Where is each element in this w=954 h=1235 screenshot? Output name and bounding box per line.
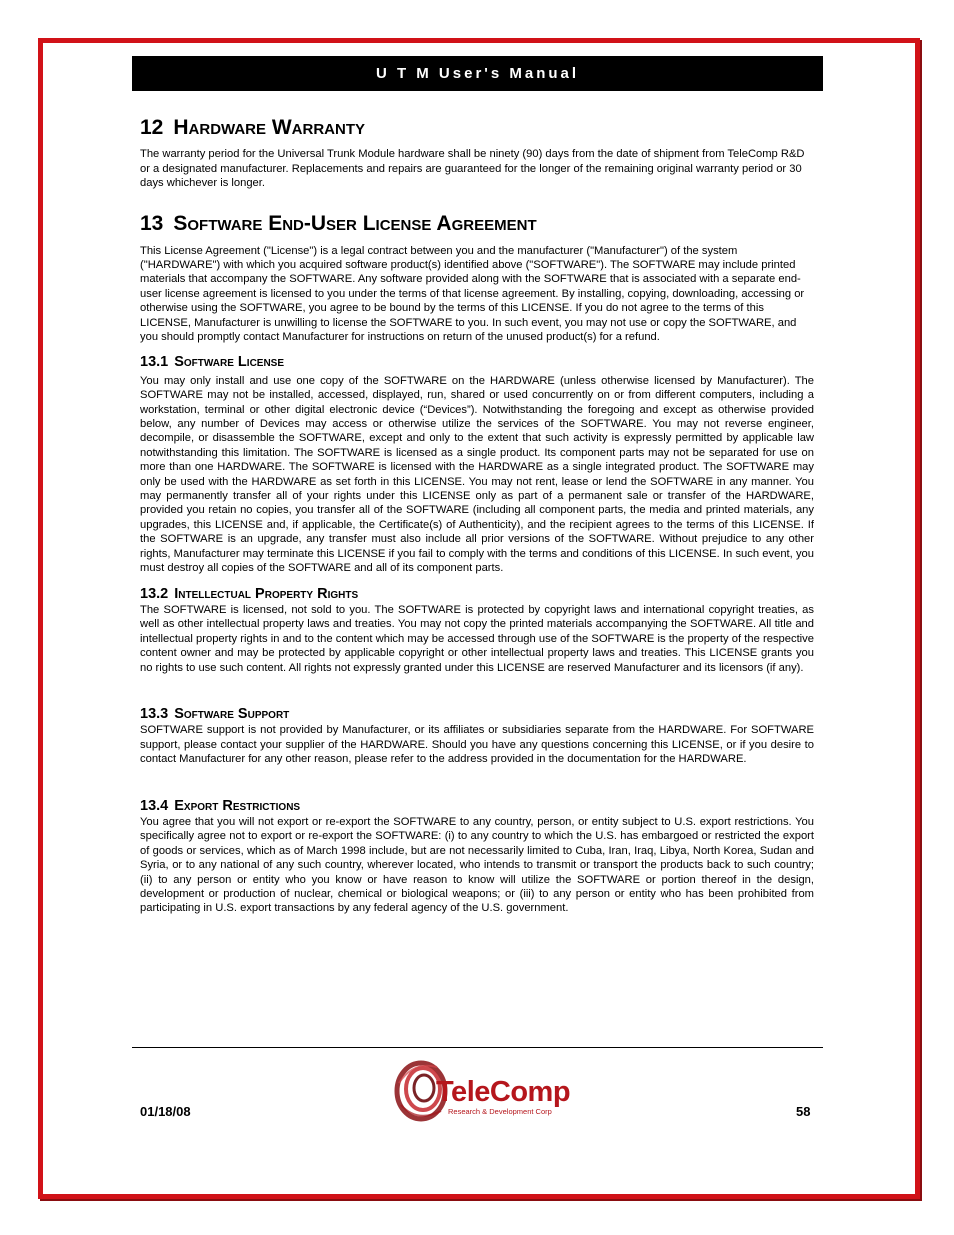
footer-divider <box>132 1047 823 1048</box>
section-13-3-heading: 13.3 Software Support <box>140 705 290 722</box>
section-13-1-heading: 13.1 Software License <box>140 354 285 371</box>
manual-header <box>132 56 823 91</box>
section-12-body: The warranty period for the Universal Trunk Module hardware shall be ninety (90) days from the date of shipment from TeleComp R&D or a designated manufacturer. Replacements and repairs are guaranteed for the longer of the remaining original warranty period or 30 days whichever is longer. <box>140 148 805 189</box>
section-13-heading: 13 Software End-User License Agreement <box>140 212 537 236</box>
section-13-4-body: You agree that you will not export or re-export the SOFTWARE to any country, person, or entity subject to U.S. export restrictions. You specifically agree not to export or re-export the SOFTWARE: (i) to any country to which the U.S. has embargoed or restricted the export of goods or services, which as of March 1998 include, but are not necessarily limited to Cuba, Iran, Iraq, Libya, North Korea, Sudan and Syria, or to any national of any such country, wherever located, who intends to transmit or transport the products back to such country; (ii) to any person or entity who you know or have reason to know will utilize the SOFTWARE or portion thereof in the design, development or production of nuclear, chemical or biological weapons; or (iii) to any person or entity who has been prohibited from participating in U.S. export transactions by any federal agency of the U.S. government. <box>140 815 814 915</box>
section-13-3-body: SOFTWARE support is not provided by Manufacturer, or its affiliates or subsidiaries separate from the HARDWARE. For SOFTWARE support, please contact your supplier of the HARDWARE. Should you have any questions concerning this LICENSE, or if you desire to contact Manufacturer for any other reason, please refer to the address provided in the documentation for the HARDWARE. <box>140 724 814 766</box>
section-13-2-body: The SOFTWARE is licensed, not sold to you. The SOFTWARE is protected by copyright laws and international copyright treaties, as well as other intellectual property laws and treaties. You may not copy the printed materials accompanying the SOFTWARE. All title and intellectual property rights in and to the content which may be accessed through use of the SOFTWARE is the property of the respective content owner and may be protected by applicable copyright or other intellectual property laws and treaties. This LICENSE grants you no rights to use such content. All rights not expressly granted under this LICENSE are reserved Manufacturer and its licensors (if any). <box>140 603 814 674</box>
section-13-1-body: You may only install and use one copy of the SOFTWARE on the HARDWARE (unless otherwise licensed by Manufacturer). The SOFTWARE may not be installed, accessed, displayed, run, shared or used concurrently on or from different computers, including a workstation, terminal or other digital electronic device (“Devices”). Notwithstanding the foregoing and except as otherwise provided below, any number of Devices may access or otherwise utilize the services of the SOFTWARE. You may not reverse engineer, decompile, or disassemble the SOFTWARE, except and only to the extent that such activity is expressly permitted by applicable law notwithstanding this limitation. The SOFTWARE is licensed as a single product. Its component parts may not be separated for use on more than one HARDWARE. The SOFTWARE is licensed with the HARDWARE as a single integrated product. The SOFTWARE may only be used with the HARDWARE as set forth in this LICENSE. You may not rent, lease or lend the SOFTWARE in any manner. You may permanently transfer all of your rights under this LICENSE only as part of a permanent sale or transfer of the HARDWARE, provided you retain no copies, you transfer all of the SOFTWARE (including all component parts, the media and printed materials, any upgrades, this LICENSE and, if applicable, the Certificate(s) of Authenticity), and the recipient agrees to the terms of this LICENSE. If the SOFTWARE is an upgrade, any transfer must also include all prior versions of the SOFTWARE. Without prejudice to any other rights, Manufacturer may terminate this LICENSE if you fail to comply with the terms and conditions of this LICENSE. In such event, you must destroy all copies of the SOFTWARE and all of its component parts. <box>140 374 814 575</box>
telecomp-logo <box>393 1053 583 1125</box>
section-13-body: This License Agreement ("License") is a legal contract between you and the manufacturer ("Manufacturer") of the system ("HARDWARE") with which you acquired software product(s) identified above ("SOFTWARE"). The SOFTWARE may include printed materials that accompany the SOFTWARE. Any software provided along with the SOFTWARE that is associated with a separate end-user license agreement is licensed to you under the terms of that license agreement. By installing, copying, downloading, accessing or otherwise using the SOFTWARE, you agree to be bound by the terms of this LICENSE. If you do not agree to the terms of this LICENSE, Manufacturer is unwilling to license the SOFTWARE to you. In such event, you may not use or copy the SOFTWARE, and you should promptly contact Manufacturer for instructions on return of the unused product(s) for a refund. <box>140 244 805 344</box>
section-12-heading: 12 Hardware Warranty <box>140 116 366 139</box>
page-content <box>140 115 814 916</box>
logo-subtitle: Research & Development Corp <box>448 1107 552 1116</box>
section-13-2-heading: 13.2 Intellectual Property Rights <box>140 585 359 602</box>
logo-wordmark: TeleComp <box>436 1076 571 1108</box>
manual-header-title: U T M User's Manual <box>375 65 580 82</box>
section-13-4-heading: 13.4 Export Restrictions <box>140 797 301 814</box>
footer-date: 01/18/08 <box>140 1104 191 1119</box>
page-number: 58 <box>796 1104 811 1119</box>
